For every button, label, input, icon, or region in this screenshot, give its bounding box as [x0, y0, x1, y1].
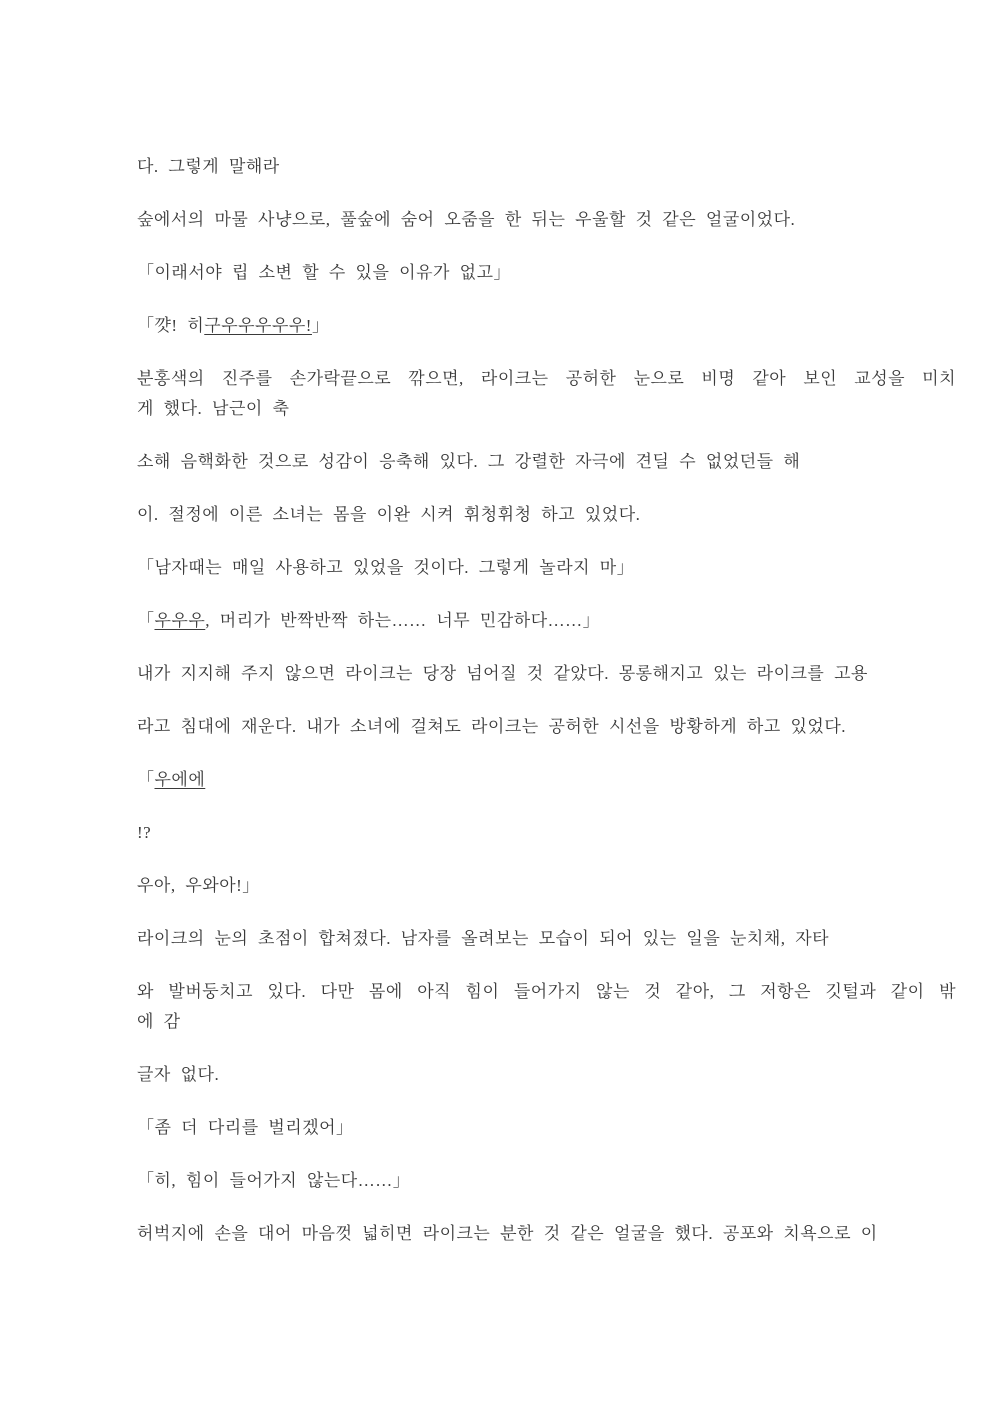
paragraph	[137, 152, 956, 182]
paragraph	[137, 765, 956, 795]
paragraph	[137, 818, 956, 848]
text-line	[137, 924, 956, 954]
text-segment: 분홍색의 진주를 손가락끝으로 깎으면, 라이크는 공허한 눈으로 비명 같아 보인 교성을 미치	[137, 369, 956, 388]
text-segment: 와 발버둥치고 있다. 다만 몸에 아직 힘이 들어가지 않는 것 같아, 그 저항은 깃털과 같이 밖	[137, 982, 956, 1001]
text-segment: !?	[137, 823, 152, 842]
paragraph	[137, 924, 956, 954]
text-line	[137, 152, 956, 182]
text-line	[137, 258, 956, 288]
paragraph	[137, 659, 956, 689]
text-line	[137, 553, 956, 583]
paragraph	[137, 1060, 956, 1090]
underlined-text: 우우우	[154, 611, 206, 630]
text-segment: 글자 없다.	[137, 1065, 220, 1084]
text-segment: 「이래서야 립 소변 할 수 있을 이유가 없고」	[137, 263, 512, 282]
paragraph	[137, 712, 956, 742]
text-line	[137, 1007, 956, 1037]
text-line	[137, 818, 956, 848]
text-line	[137, 712, 956, 742]
text-segment: 「	[137, 611, 155, 630]
text-line	[137, 659, 956, 689]
text-segment: 에 감	[137, 1012, 181, 1031]
text-segment: 소해 음핵화한 것으로 성감이 응축해 있다. 그 강렬한 자극에 견딜 수 없었던들 해	[137, 452, 801, 471]
underlined-text: 우에에	[154, 770, 206, 789]
text-segment: 다. 그렇게 말해라	[137, 157, 280, 176]
text-segment: 「히, 힘이 들어가지 않는다……」	[137, 1171, 411, 1190]
text-line	[137, 364, 956, 394]
text-segment: , 머리가 반짝반짝 하는…… 너무 민감하다……」	[205, 611, 601, 630]
paragraph	[137, 500, 956, 530]
underlined-text: 구우우우우우!	[204, 316, 312, 335]
paragraph	[137, 871, 956, 901]
text-line	[137, 1166, 956, 1196]
paragraph	[137, 1219, 956, 1249]
paragraph	[137, 553, 956, 583]
text-segment: 내가 지지해 주지 않으면 라이크는 당장 넘어질 것 같았다. 몽롱해지고 있는 라이크를 고용	[137, 664, 868, 683]
paragraph	[137, 205, 956, 235]
paragraph	[137, 311, 956, 341]
paragraph	[137, 606, 956, 636]
paragraph	[137, 447, 956, 477]
text-segment: 이. 절정에 이른 소녀는 몸을 이완 시켜 휘청휘청 하고 있었다.	[137, 505, 641, 524]
paragraph	[137, 258, 956, 288]
text-line	[137, 1060, 956, 1090]
text-segment: 라이크의 눈의 초점이 합쳐졌다. 남자를 올려보는 모습이 되어 있는 일을 눈치채, 자타	[137, 929, 830, 948]
paragraph	[137, 977, 956, 1037]
document-body	[137, 152, 956, 1249]
text-line	[137, 500, 956, 530]
text-line	[137, 765, 956, 795]
text-segment: 라고 침대에 재운다. 내가 소녀에 걸쳐도 라이크는 공허한 시선을 방황하게 하고 있었다.	[137, 717, 847, 736]
text-line	[137, 205, 956, 235]
paragraph	[137, 1166, 956, 1196]
text-segment: 「꺗! 히	[137, 316, 205, 335]
text-segment: 「좀 더 다리를 벌리겠어」	[137, 1118, 354, 1137]
text-segment: 숲에서의 마물 사냥으로, 풀숲에 숨어 오줌을 한 뒤는 우울할 것 같은 얼굴이었다.	[137, 210, 796, 229]
text-line	[137, 1113, 956, 1143]
text-line	[137, 1219, 956, 1249]
paragraph	[137, 1113, 956, 1143]
text-line	[137, 447, 956, 477]
text-line	[137, 977, 956, 1007]
text-segment: 「	[137, 770, 155, 789]
text-line	[137, 394, 956, 424]
text-line	[137, 606, 956, 636]
text-segment: 「남자때는 매일 사용하고 있었을 것이다. 그렇게 놀라지 마」	[137, 558, 635, 577]
text-line	[137, 311, 956, 341]
text-segment: 게 했다. 남근이 축	[137, 399, 290, 418]
text-segment: 허벅지에 손을 대어 마음껏 넓히면 라이크는 분한 것 같은 얼굴을 했다. 공포와 치욕으로 이	[137, 1224, 878, 1243]
paragraph	[137, 364, 956, 424]
text-line	[137, 871, 956, 901]
text-segment: 우아, 우와아!」	[137, 876, 260, 895]
text-segment: 」	[311, 316, 330, 335]
